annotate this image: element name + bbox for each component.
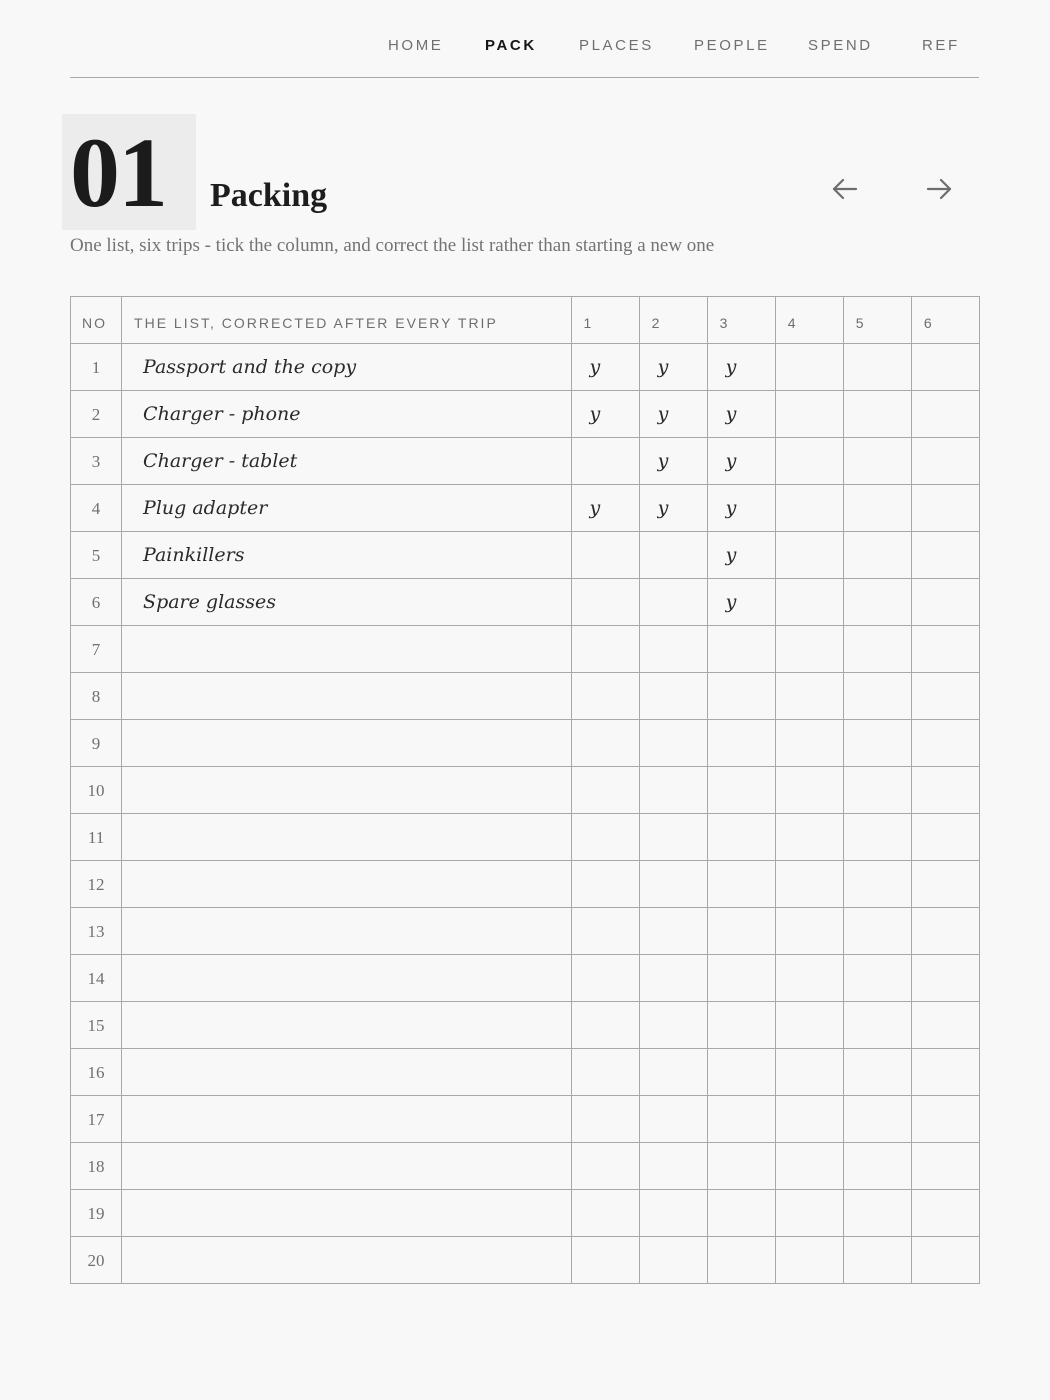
row-number: 16 [71, 1049, 122, 1096]
table-row [71, 626, 980, 673]
list-item-cell[interactable] [122, 720, 571, 767]
trip-5-tick-cell[interactable] [843, 955, 911, 1002]
list-item-cell[interactable] [122, 1096, 571, 1143]
page-title: Packing [210, 177, 328, 214]
trip-5-tick-cell[interactable] [843, 720, 911, 767]
row-number: 10 [71, 767, 122, 814]
nav-item-home[interactable]: HOME [388, 37, 444, 54]
trip-4-tick-cell[interactable] [775, 720, 843, 767]
list-item-cell[interactable] [122, 767, 571, 814]
trip-3-tick-cell[interactable] [707, 767, 775, 814]
trip-1-tick-cell[interactable] [571, 955, 639, 1002]
trip-5-tick-cell[interactable] [843, 861, 911, 908]
trip-3-tick-cell[interactable] [707, 1096, 775, 1143]
trip-1-tick-cell[interactable] [571, 1049, 639, 1096]
trip-1-tick-cell[interactable] [571, 861, 639, 908]
list-item-cell[interactable]: Charger - tablet [122, 438, 571, 485]
list-item-cell[interactable] [122, 1143, 571, 1190]
trip-5-tick-cell[interactable] [843, 673, 911, 720]
list-item-cell[interactable]: Spare glasses [122, 579, 571, 626]
trip-2-tick-cell[interactable]: y [639, 485, 707, 532]
trip-5-tick-cell[interactable] [843, 814, 911, 861]
nav-item-places[interactable]: PLACES [579, 37, 654, 54]
trip-3-tick-cell[interactable] [707, 1190, 775, 1237]
trip-2-tick-cell[interactable] [639, 1049, 707, 1096]
trip-6-tick-cell[interactable] [911, 344, 979, 391]
column-header-trip-5: 5 [843, 297, 911, 344]
trip-2-tick-cell[interactable] [639, 767, 707, 814]
trip-2-tick-cell[interactable] [639, 955, 707, 1002]
trip-6-tick-cell[interactable] [911, 579, 979, 626]
trip-5-tick-cell[interactable] [843, 767, 911, 814]
list-item-cell[interactable]: Passport and the copy [122, 344, 571, 391]
trip-2-tick-cell[interactable] [639, 908, 707, 955]
list-item-cell[interactable] [122, 626, 571, 673]
trip-1-tick-cell[interactable] [571, 438, 639, 485]
trip-2-tick-cell[interactable] [639, 579, 707, 626]
trip-6-tick-cell[interactable] [911, 861, 979, 908]
top-nav [70, 0, 979, 78]
table-row [71, 1049, 980, 1096]
trip-4-tick-cell[interactable] [775, 1143, 843, 1190]
trip-1-tick-cell[interactable] [571, 720, 639, 767]
row-number: 11 [71, 814, 122, 861]
packing-table [70, 296, 980, 1284]
row-number: 19 [71, 1190, 122, 1237]
list-item-cell[interactable] [122, 908, 571, 955]
column-header-trip-1: 1 [571, 297, 639, 344]
trip-4-tick-cell[interactable] [775, 438, 843, 485]
row-number: 6 [71, 579, 122, 626]
prev-page-button[interactable] [829, 174, 861, 204]
list-item-cell[interactable] [122, 673, 571, 720]
trip-4-tick-cell[interactable] [775, 391, 843, 438]
column-header-trip-3: 3 [707, 297, 775, 344]
trip-2-tick-cell[interactable] [639, 1002, 707, 1049]
trip-1-tick-cell[interactable]: y [571, 485, 639, 532]
trip-4-tick-cell[interactable] [775, 626, 843, 673]
column-header-trip-6: 6 [911, 297, 979, 344]
trip-2-tick-cell[interactable] [639, 1143, 707, 1190]
trip-6-tick-cell[interactable] [911, 1002, 979, 1049]
trip-4-tick-cell[interactable] [775, 1096, 843, 1143]
trip-2-tick-cell[interactable]: y [639, 438, 707, 485]
row-number: 14 [71, 955, 122, 1002]
trip-4-tick-cell[interactable] [775, 673, 843, 720]
trip-4-tick-cell[interactable] [775, 814, 843, 861]
trip-1-tick-cell[interactable] [571, 1237, 639, 1284]
list-item-cell[interactable] [122, 1049, 571, 1096]
row-number: 3 [71, 438, 122, 485]
trip-2-tick-cell[interactable] [639, 1237, 707, 1284]
trip-1-tick-cell[interactable] [571, 532, 639, 579]
trip-2-tick-cell[interactable] [639, 1096, 707, 1143]
row-number: 9 [71, 720, 122, 767]
table-header-row [71, 297, 980, 344]
table-row [71, 1237, 980, 1284]
table-row [71, 532, 980, 579]
trip-2-tick-cell[interactable]: y [639, 344, 707, 391]
trip-5-tick-cell[interactable] [843, 391, 911, 438]
trip-4-tick-cell[interactable] [775, 532, 843, 579]
trip-1-tick-cell[interactable] [571, 1190, 639, 1237]
row-number: 17 [71, 1096, 122, 1143]
table-row [71, 1002, 980, 1049]
list-item-cell[interactable] [122, 1190, 571, 1237]
trip-3-tick-cell[interactable] [707, 1143, 775, 1190]
trip-6-tick-cell[interactable] [911, 720, 979, 767]
trip-4-tick-cell[interactable] [775, 485, 843, 532]
list-item-cell[interactable] [122, 1237, 571, 1284]
trip-1-tick-cell[interactable]: y [571, 391, 639, 438]
trip-2-tick-cell[interactable] [639, 1190, 707, 1237]
trip-3-tick-cell[interactable]: y [707, 438, 775, 485]
table-row [71, 955, 980, 1002]
table-row [71, 720, 980, 767]
trip-1-tick-cell[interactable]: y [571, 344, 639, 391]
next-page-button[interactable] [923, 174, 955, 204]
page-number: 01 [70, 117, 166, 228]
trip-1-tick-cell[interactable] [571, 579, 639, 626]
trip-3-tick-cell[interactable] [707, 720, 775, 767]
trip-3-tick-cell[interactable] [707, 1237, 775, 1284]
trip-6-tick-cell[interactable] [911, 673, 979, 720]
nav-item-people[interactable]: PEOPLE [694, 37, 770, 54]
trip-6-tick-cell[interactable] [911, 767, 979, 814]
table-row [71, 1143, 980, 1190]
trip-6-tick-cell[interactable] [911, 955, 979, 1002]
trip-3-tick-cell[interactable] [707, 1002, 775, 1049]
list-item-cell[interactable]: Plug adapter [122, 485, 571, 532]
column-header-no: NO [71, 297, 122, 344]
table-body [71, 344, 980, 1284]
trip-6-tick-cell[interactable] [911, 814, 979, 861]
nav-item-ref[interactable]: REF [922, 37, 960, 54]
trip-5-tick-cell[interactable] [843, 438, 911, 485]
table-row [71, 1190, 980, 1237]
trip-3-tick-cell[interactable]: y [707, 485, 775, 532]
trip-1-tick-cell[interactable] [571, 1096, 639, 1143]
list-item-cell[interactable] [122, 1002, 571, 1049]
row-number: 15 [71, 1002, 122, 1049]
trip-5-tick-cell[interactable] [843, 1190, 911, 1237]
table-row [71, 814, 980, 861]
trip-2-tick-cell[interactable] [639, 720, 707, 767]
trip-3-tick-cell[interactable]: y [707, 391, 775, 438]
table-row [71, 485, 980, 532]
trip-4-tick-cell[interactable] [775, 1190, 843, 1237]
trip-5-tick-cell[interactable] [843, 1096, 911, 1143]
row-number: 8 [71, 673, 122, 720]
nav-item-pack[interactable]: PACK [485, 37, 537, 54]
trip-3-tick-cell[interactable] [707, 814, 775, 861]
trip-5-tick-cell[interactable] [843, 485, 911, 532]
trip-1-tick-cell[interactable] [571, 767, 639, 814]
table-row [71, 673, 980, 720]
trip-4-tick-cell[interactable] [775, 1049, 843, 1096]
trip-6-tick-cell[interactable] [911, 391, 979, 438]
trip-3-tick-cell[interactable] [707, 861, 775, 908]
trip-6-tick-cell[interactable] [911, 532, 979, 579]
trip-2-tick-cell[interactable] [639, 814, 707, 861]
trip-4-tick-cell[interactable] [775, 579, 843, 626]
list-item-cell[interactable]: Painkillers [122, 532, 571, 579]
trip-3-tick-cell[interactable] [707, 955, 775, 1002]
trip-5-tick-cell[interactable] [843, 344, 911, 391]
table-row [71, 861, 980, 908]
list-item-cell[interactable] [122, 814, 571, 861]
trip-6-tick-cell[interactable] [911, 908, 979, 955]
trip-2-tick-cell[interactable] [639, 673, 707, 720]
list-item-cell[interactable]: Charger - phone [122, 391, 571, 438]
trip-4-tick-cell[interactable] [775, 1237, 843, 1284]
trip-5-tick-cell[interactable] [843, 1237, 911, 1284]
column-header-list: THE LIST, CORRECTED AFTER EVERY TRIP [122, 297, 571, 344]
table-row [71, 391, 980, 438]
trip-4-tick-cell[interactable] [775, 861, 843, 908]
row-number: 1 [71, 344, 122, 391]
trip-3-tick-cell[interactable]: y [707, 579, 775, 626]
arrow-right-icon [923, 174, 955, 204]
trip-5-tick-cell[interactable] [843, 532, 911, 579]
trip-2-tick-cell[interactable] [639, 626, 707, 673]
trip-3-tick-cell[interactable]: y [707, 344, 775, 391]
table-row [71, 438, 980, 485]
table-row [71, 579, 980, 626]
trip-6-tick-cell[interactable] [911, 1096, 979, 1143]
trip-2-tick-cell[interactable] [639, 532, 707, 579]
trip-3-tick-cell[interactable] [707, 673, 775, 720]
trip-4-tick-cell[interactable] [775, 767, 843, 814]
trip-1-tick-cell[interactable] [571, 1002, 639, 1049]
trip-3-tick-cell[interactable]: y [707, 532, 775, 579]
trip-3-tick-cell[interactable] [707, 908, 775, 955]
list-item-cell[interactable] [122, 861, 571, 908]
trip-1-tick-cell[interactable] [571, 673, 639, 720]
column-header-trip-2: 2 [639, 297, 707, 344]
trip-4-tick-cell[interactable] [775, 344, 843, 391]
trip-2-tick-cell[interactable] [639, 861, 707, 908]
trip-1-tick-cell[interactable] [571, 626, 639, 673]
trip-5-tick-cell[interactable] [843, 1049, 911, 1096]
trip-5-tick-cell[interactable] [843, 908, 911, 955]
nav-item-spend[interactable]: SPEND [808, 37, 873, 54]
trip-2-tick-cell[interactable]: y [639, 391, 707, 438]
trip-5-tick-cell[interactable] [843, 1002, 911, 1049]
table-row [71, 908, 980, 955]
arrow-left-icon [829, 174, 861, 204]
row-number: 12 [71, 861, 122, 908]
trip-1-tick-cell[interactable] [571, 1143, 639, 1190]
table-row [71, 767, 980, 814]
trip-4-tick-cell[interactable] [775, 1002, 843, 1049]
trip-5-tick-cell[interactable] [843, 579, 911, 626]
trip-1-tick-cell[interactable] [571, 908, 639, 955]
table-row [71, 344, 980, 391]
page-subtitle: One list, six trips - tick the column, and correct the list rather than starting a new one [70, 235, 715, 256]
row-number: 18 [71, 1143, 122, 1190]
trip-1-tick-cell[interactable] [571, 814, 639, 861]
trip-5-tick-cell[interactable] [843, 1143, 911, 1190]
trip-6-tick-cell[interactable] [911, 626, 979, 673]
column-header-trip-4: 4 [775, 297, 843, 344]
list-item-cell[interactable] [122, 955, 571, 1002]
row-number: 13 [71, 908, 122, 955]
trip-6-tick-cell[interactable] [911, 438, 979, 485]
trip-6-tick-cell[interactable] [911, 1049, 979, 1096]
trip-3-tick-cell[interactable] [707, 626, 775, 673]
trip-4-tick-cell[interactable] [775, 908, 843, 955]
trip-6-tick-cell[interactable] [911, 485, 979, 532]
trip-5-tick-cell[interactable] [843, 626, 911, 673]
table-row [71, 1096, 980, 1143]
row-number: 5 [71, 532, 122, 579]
trip-6-tick-cell[interactable] [911, 1237, 979, 1284]
row-number: 7 [71, 626, 122, 673]
trip-3-tick-cell[interactable] [707, 1049, 775, 1096]
row-number: 4 [71, 485, 122, 532]
trip-6-tick-cell[interactable] [911, 1143, 979, 1190]
trip-4-tick-cell[interactable] [775, 955, 843, 1002]
row-number: 2 [71, 391, 122, 438]
trip-6-tick-cell[interactable] [911, 1190, 979, 1237]
row-number: 20 [71, 1237, 122, 1284]
